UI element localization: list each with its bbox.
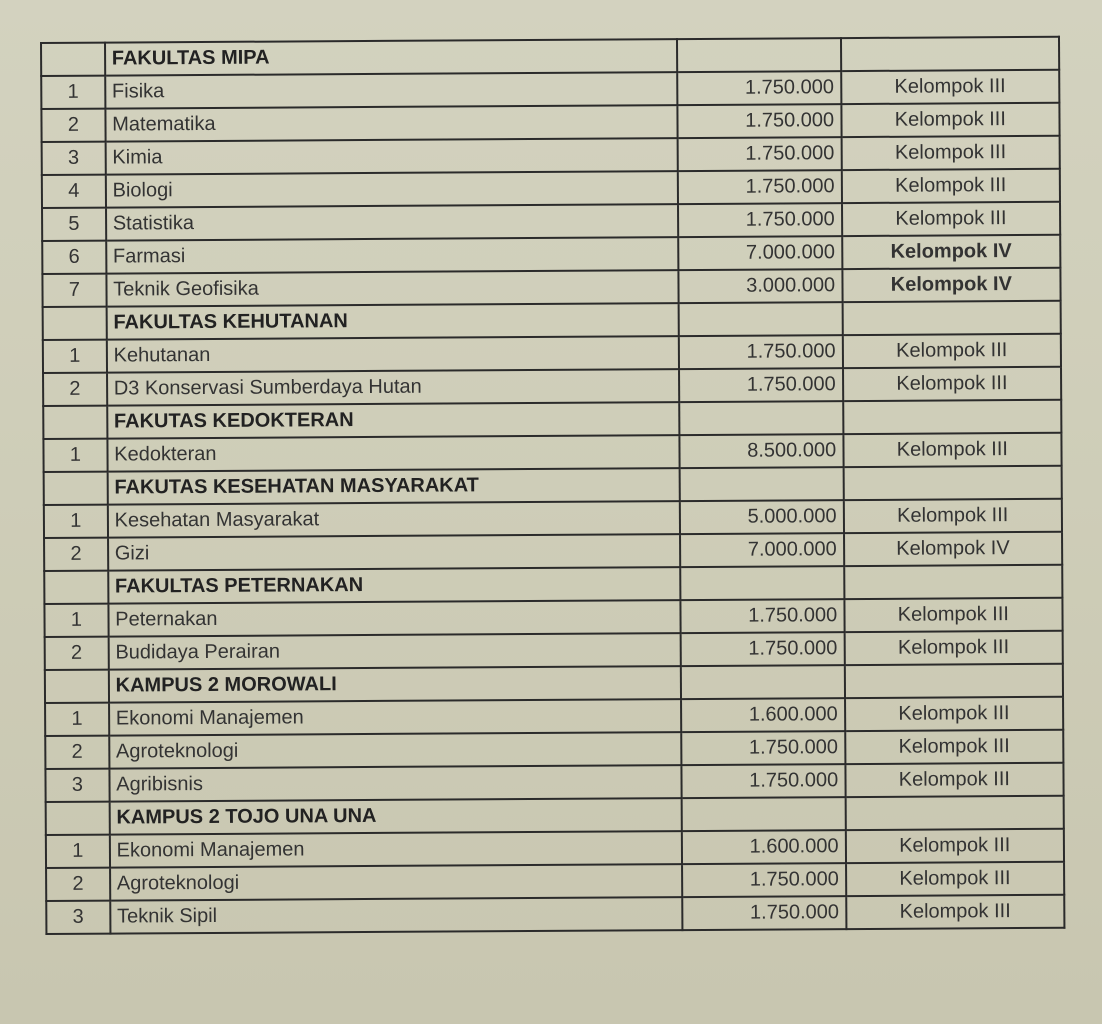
section-title: FAKUTAS KESEHATAN MASYARAKAT [107,468,680,504]
tuition-fee: 1.750.000 [682,863,846,897]
section-title: FAKULTAS MIPA [105,39,678,75]
row-number: 2 [41,109,105,142]
section-number-cell [43,406,107,439]
program-name: Ekonomi Manajemen [110,831,683,867]
program-name: Agroteknologi [110,864,683,900]
section-title: FAKULTAS PETERNAKAN [108,567,681,603]
tuition-fee: 1.750.000 [678,104,842,138]
section-number-cell [44,472,108,505]
section-fee-cell [679,302,843,336]
program-name: Matematika [105,105,678,141]
program-name: Kesehatan Masyarakat [108,501,681,537]
tuition-fee: 1.750.000 [677,71,841,105]
section-title: KAMPUS 2 TOJO UNA UNA [109,798,682,834]
tuition-fee: 1.750.000 [678,137,842,171]
program-name: Biologi [105,171,678,207]
tuition-fee: 1.600.000 [681,698,845,732]
program-name: Peternakan [108,600,681,636]
program-name: Teknik Sipil [110,897,683,933]
row-number: 2 [46,868,110,901]
section-group-cell [844,664,1063,698]
fee-group: Kelompok III [843,499,1062,533]
fee-group: Kelompok III [842,202,1061,236]
program-name: Budidaya Perairan [108,633,681,669]
tuition-fee: 8.500.000 [680,434,844,468]
table-body [41,37,1064,934]
program-name: Agribisnis [109,765,682,801]
fee-group: Kelompok III [841,70,1060,104]
row-number: 6 [42,241,106,274]
row-number: 5 [42,208,106,241]
section-number-cell [46,802,110,835]
row-number: 2 [44,538,108,571]
fee-group: Kelompok III [845,763,1064,797]
section-group-cell [843,466,1062,500]
tuition-fee: 1.600.000 [682,830,846,864]
program-name: Kedokteran [107,435,680,471]
row-number: 2 [45,637,109,670]
tuition-fee: 1.750.000 [678,203,842,237]
tuition-fee: 3.000.000 [679,269,843,303]
program-name: Farmasi [106,237,679,273]
tuition-fee: 1.750.000 [679,368,843,402]
row-number: 7 [42,274,106,307]
row-number: 1 [44,505,108,538]
section-title: FAKUTAS KEDOKTERAN [107,402,680,438]
row-number: 1 [43,439,107,472]
fee-group: Kelompok III [841,103,1060,137]
section-group-cell [845,796,1064,830]
program-name: Fisika [105,72,678,108]
section-fee-cell [680,566,844,600]
row-number: 3 [46,901,110,934]
row-number: 2 [43,373,107,406]
tuition-fee: 1.750.000 [682,764,846,798]
program-name: D3 Konservasi Sumberdaya Hutan [107,369,680,405]
program-name: Statistika [106,204,679,240]
fee-group: Kelompok IV [842,268,1061,302]
program-name: Gizi [108,534,681,570]
tuition-fee: 1.750.000 [682,896,846,930]
section-number-cell [41,43,105,76]
row-number: 2 [45,736,109,769]
section-title: KAMPUS 2 MOROWALI [109,666,682,702]
program-name: Agroteknologi [109,732,682,768]
fee-group: Kelompok IV [844,532,1063,566]
fee-group: Kelompok III [843,433,1062,467]
row-number: 1 [43,340,107,373]
tuition-fee: 1.750.000 [681,632,845,666]
fee-group: Kelompok III [842,334,1061,368]
fee-group: Kelompok III [845,697,1064,731]
row-number: 1 [41,76,105,109]
section-number-cell [44,571,108,604]
section-title: FAKULTAS KEHUTANAN [106,303,679,339]
tuition-fee: 7.000.000 [680,533,844,567]
table-row [46,895,1064,934]
fee-group: Kelompok III [845,829,1064,863]
fee-group: Kelompok III [843,367,1062,401]
section-fee-cell [679,401,843,435]
fee-group: Kelompok III [844,598,1063,632]
fee-group: Kelompok IV [842,235,1061,269]
section-group-cell [843,400,1062,434]
tuition-fee-table [40,36,1065,935]
fee-group: Kelompok III [844,631,1063,665]
section-number-cell [45,670,109,703]
section-group-cell [841,37,1060,71]
section-group-cell [842,301,1061,335]
tuition-fee: 1.750.000 [681,731,845,765]
tuition-fee: 1.750.000 [681,599,845,633]
fee-group: Kelompok III [846,895,1065,929]
section-fee-cell [682,797,846,831]
program-name: Kehutanan [107,336,680,372]
section-number-cell [43,307,107,340]
section-group-cell [844,565,1063,599]
fee-group: Kelompok III [841,136,1060,170]
program-name: Kimia [105,138,678,174]
section-fee-cell [681,665,845,699]
fee-group: Kelompok III [841,169,1060,203]
tuition-fee: 1.750.000 [679,335,843,369]
program-name: Ekonomi Manajemen [109,699,682,735]
tuition-fee: 1.750.000 [678,170,842,204]
row-number: 3 [45,769,109,802]
tuition-fee: 5.000.000 [680,500,844,534]
section-fee-cell [680,467,844,501]
row-number: 4 [42,175,106,208]
program-name: Teknik Geofisika [106,270,679,306]
row-number: 1 [45,703,109,736]
fee-group: Kelompok III [845,730,1064,764]
row-number: 1 [46,835,110,868]
tuition-fee: 7.000.000 [678,236,842,270]
section-fee-cell [677,38,841,72]
row-number: 3 [42,142,106,175]
fee-group: Kelompok III [846,862,1065,896]
row-number: 1 [44,604,108,637]
